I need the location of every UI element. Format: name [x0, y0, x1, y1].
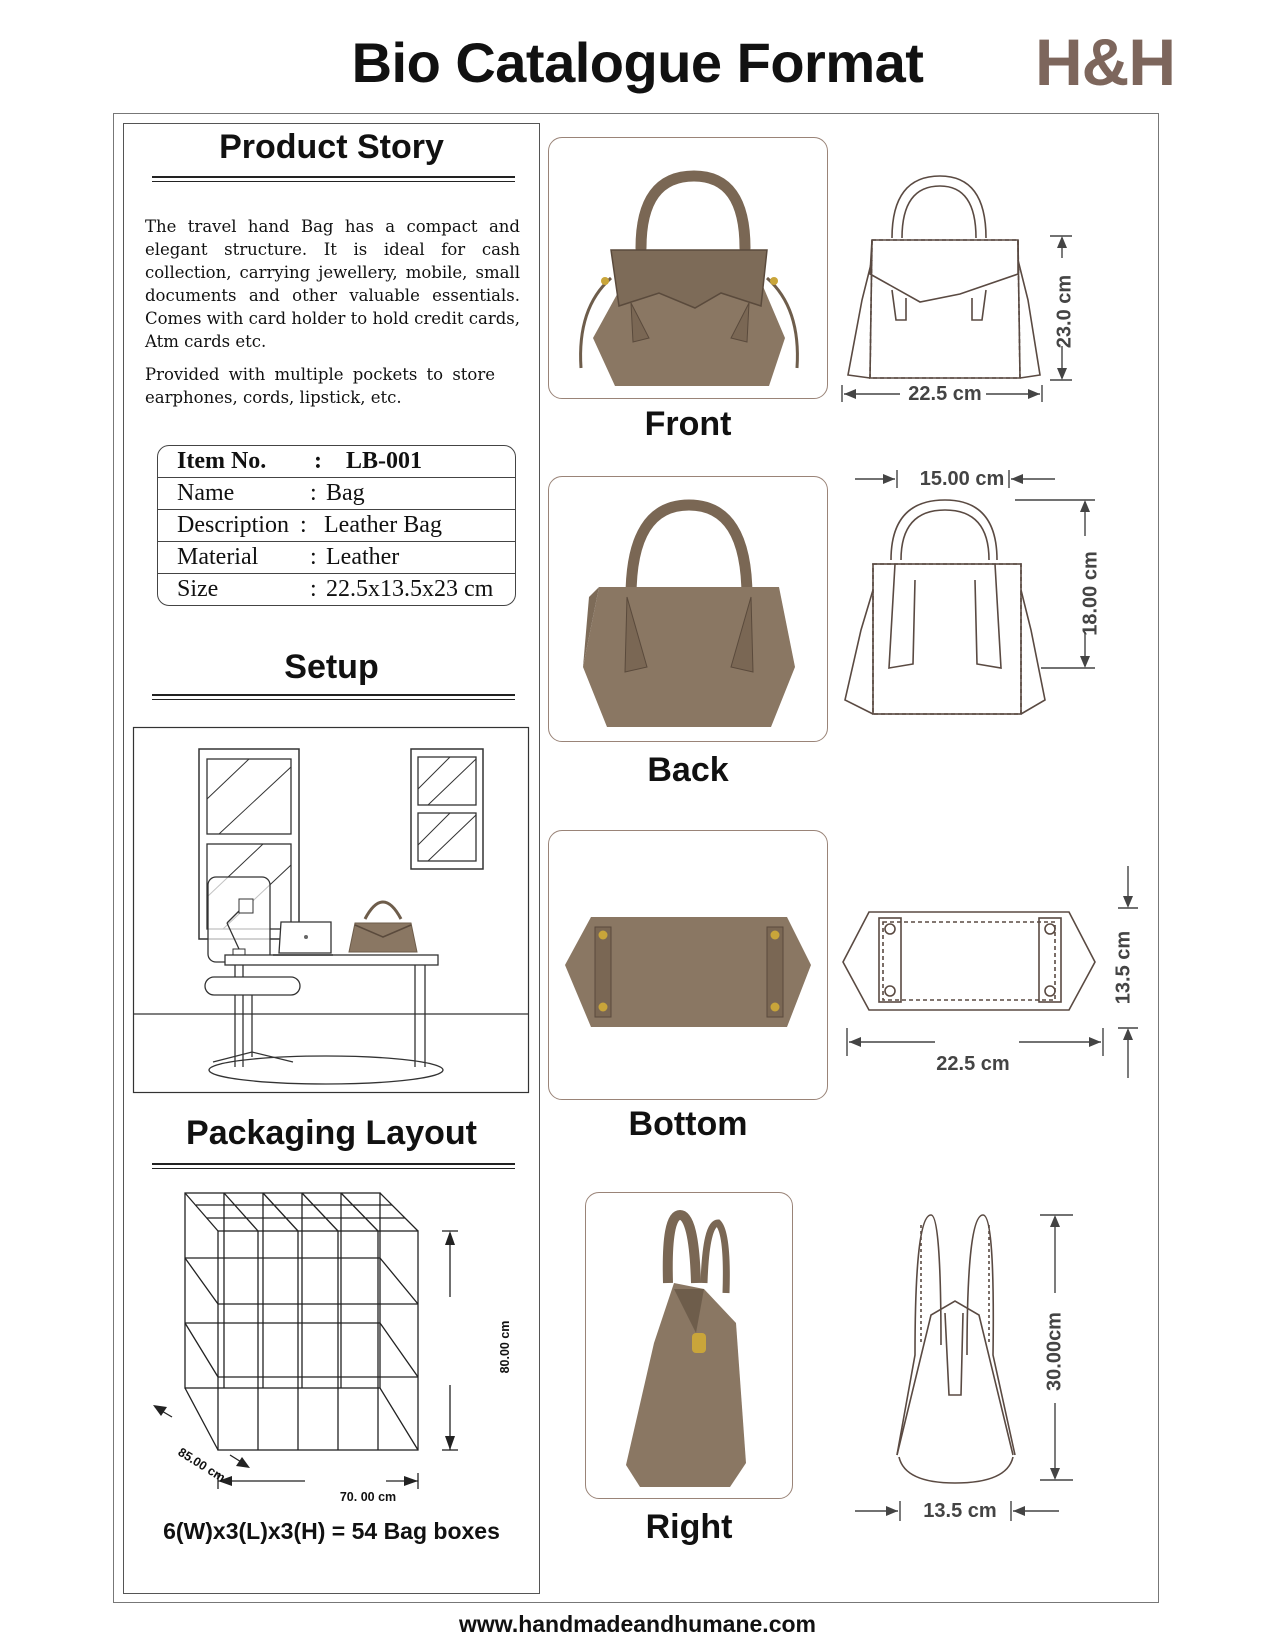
- back-label: Back: [647, 751, 729, 789]
- back-photo: [548, 476, 828, 742]
- packaging-width-label: 70. 00 cm: [339, 1490, 397, 1504]
- right-width-dimension: 13.5 cm: [923, 1500, 997, 1522]
- spec-value: Leather: [326, 544, 400, 570]
- spec-separator: :: [310, 480, 317, 506]
- footer-url[interactable]: www.handmadeandhumane.com: [459, 1611, 816, 1637]
- right-height-dimension: 30.00cm: [1043, 1312, 1066, 1391]
- spec-row-material: [158, 542, 515, 574]
- product-story-heading: Product Story: [219, 128, 444, 166]
- spec-value: LB-001: [346, 448, 423, 474]
- bottom-bag-image: [549, 831, 828, 1100]
- spec-row-item-no: [158, 446, 515, 478]
- spec-separator: :: [310, 544, 317, 570]
- spec-label: Name: [177, 480, 235, 506]
- right-label: Right: [645, 1508, 733, 1546]
- setup-illustration: [133, 727, 529, 1093]
- brand-logo: H&H: [1035, 25, 1175, 99]
- front-bag-image: [549, 138, 828, 399]
- product-story-paragraph-1: The travel hand Bag has a compact and elegant structure. It is ideal for cash collection, carrying jewellery, mobile, small documents and other valuable essentials. Comes with card holder to hold credit cards, Atm cards etc.: [145, 217, 520, 351]
- packaging-depth-label: 85.00 cm: [175, 1445, 228, 1485]
- back-bag-image: [549, 477, 828, 742]
- bottom-photo: [548, 830, 828, 1100]
- specs-table: [157, 445, 516, 606]
- spec-value: Leather Bag: [324, 512, 442, 538]
- back-technical-drawing: [845, 470, 1115, 740]
- spec-row-description: [158, 510, 515, 542]
- product-story-paragraph-2: Provided with multiple pockets to store earphones, cords, lipstick, etc.: [145, 365, 495, 407]
- spec-row-name: [158, 478, 515, 510]
- right-photo: [585, 1192, 793, 1499]
- product-story-rule: [152, 176, 515, 182]
- right-bag-image: [586, 1193, 793, 1499]
- packaging-height-label: 80.00 cm: [498, 1320, 512, 1374]
- spec-separator: :: [300, 512, 307, 538]
- packaging-diagram: [150, 1185, 520, 1505]
- spec-value: Bag: [326, 480, 365, 506]
- front-label: Front: [644, 405, 732, 443]
- spec-separator: :: [310, 576, 317, 602]
- bottom-label: Bottom: [628, 1105, 748, 1143]
- front-photo: [548, 137, 828, 399]
- spec-row-size: [158, 574, 515, 605]
- spec-label: Description: [177, 512, 289, 538]
- bottom-width-dimension: 22.5 cm: [936, 1053, 1010, 1075]
- packaging-rule: [152, 1163, 515, 1169]
- bottom-depth-dimension: 13.5 cm: [1112, 930, 1135, 1005]
- back-depth-dimension: 15.00 cm: [919, 468, 1005, 490]
- page-title: Bio Catalogue Format: [351, 31, 924, 94]
- setup-heading: Setup: [284, 648, 379, 686]
- spec-separator: :: [314, 448, 322, 474]
- front-width-dimension: 22.5 cm: [908, 383, 982, 405]
- packaging-formula: 6(W)x3(L)x3(H) = 54 Bag boxes: [163, 1518, 500, 1544]
- spec-label: Item No.: [177, 448, 267, 474]
- front-height-dimension: 23.0 cm: [1053, 274, 1076, 349]
- setup-rule: [152, 694, 515, 700]
- spec-label: Material: [177, 544, 259, 570]
- packaging-heading: Packaging Layout: [186, 1114, 477, 1152]
- back-height-dimension: 18.00 cm: [1079, 551, 1102, 636]
- spec-value: 22.5x13.5x23 cm: [326, 576, 494, 602]
- spec-label: Size: [177, 576, 219, 602]
